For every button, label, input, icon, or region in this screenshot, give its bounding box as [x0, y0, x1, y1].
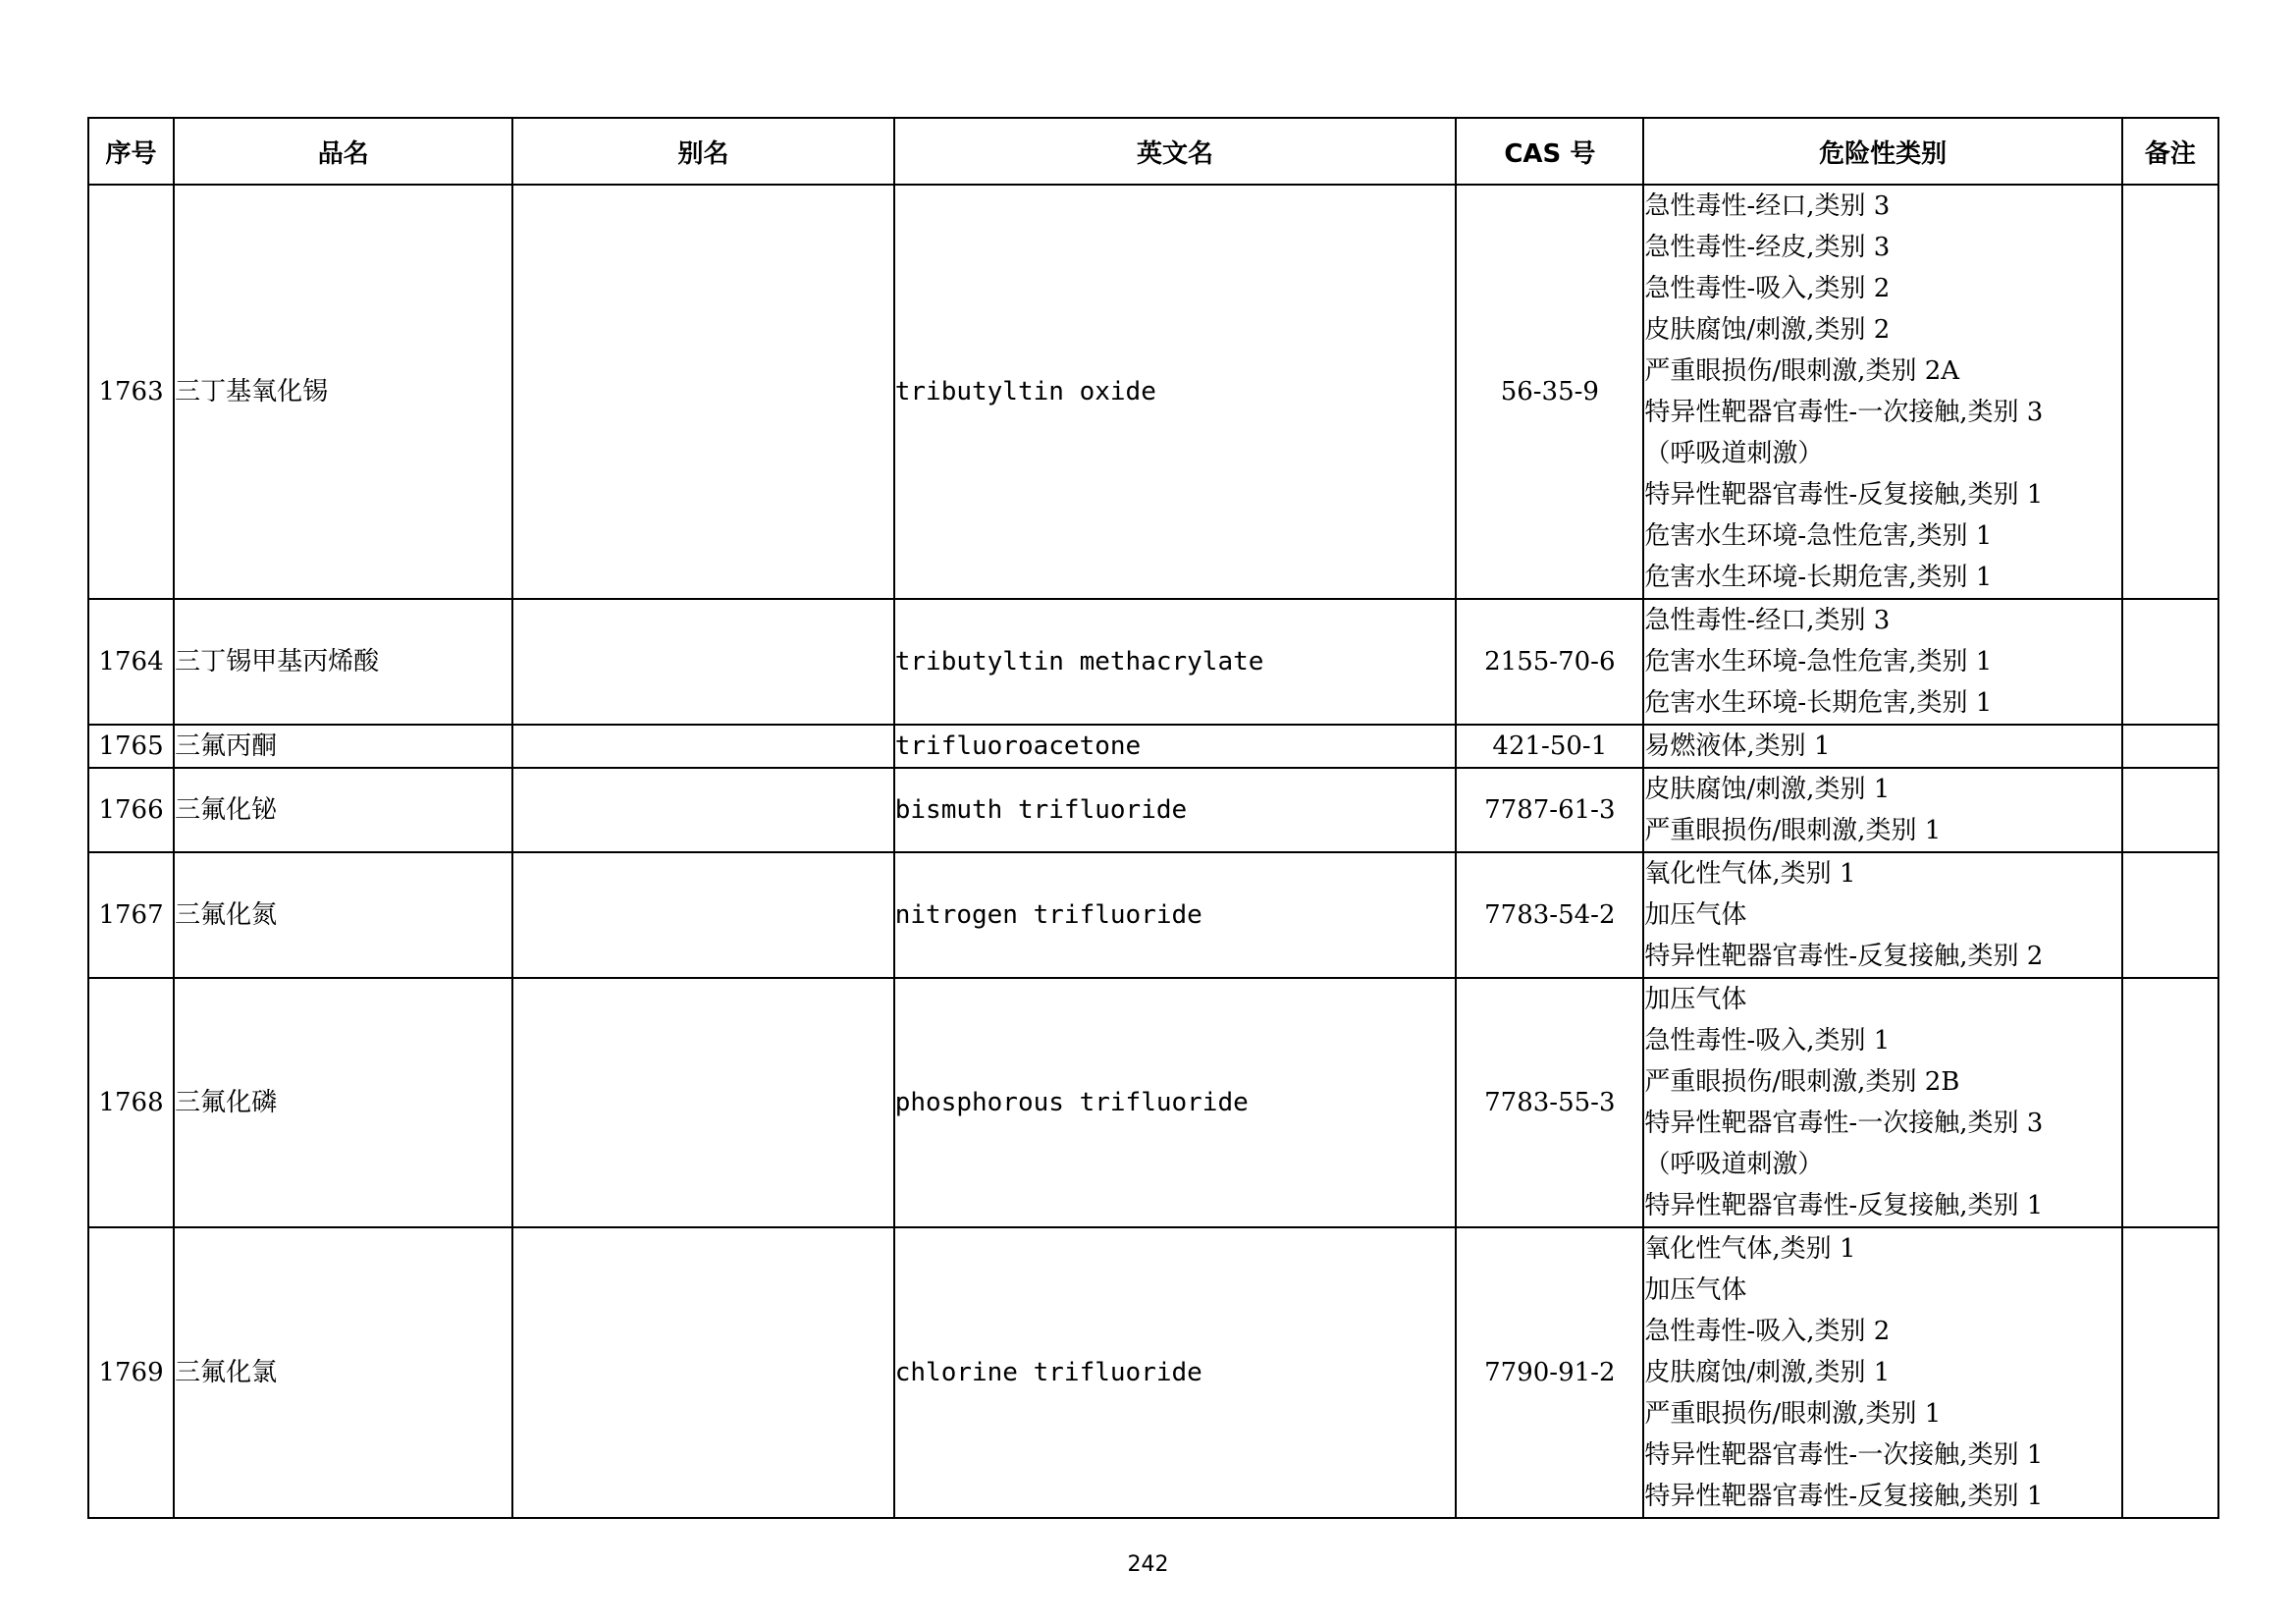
- hazard-line: 特异性靶器官毒性-一次接触,类别 3: [1644, 398, 2044, 427]
- product-name-cell: 三氟化铋: [174, 768, 512, 852]
- hazard-line: 特异性靶器官毒性-一次接触,类别 3: [1644, 1109, 2044, 1138]
- serial-no-cell: 1763: [88, 185, 174, 599]
- alias-cell: [512, 852, 893, 978]
- serial-no-cell: 1766: [88, 768, 174, 852]
- hazard-line: 氧化性气体,类别 1: [1644, 1234, 1856, 1264]
- english-name-cell: tributyltin methacrylate: [894, 599, 1457, 725]
- table-row: [88, 185, 2218, 599]
- hazard-category-cell: [1643, 599, 2121, 725]
- product-name-cell: 三丁锡甲基丙烯酸: [174, 599, 512, 725]
- english-name-cell: chlorine trifluoride: [894, 1227, 1457, 1518]
- hazard-line: 皮肤腐蚀/刺激,类别 1: [1644, 775, 1891, 804]
- hazard-category-cell: [1643, 768, 2121, 852]
- hazard-line: 氧化性气体,类别 1: [1644, 859, 1856, 889]
- header-product-name: 品名: [174, 118, 512, 185]
- remark-cell: [2122, 599, 2218, 725]
- hazard-line: 严重眼损伤/眼刺激,类别 1: [1644, 816, 1942, 845]
- alias-cell: [512, 978, 893, 1227]
- hazard-line: 特异性靶器官毒性-反复接触,类别 1: [1644, 1191, 2044, 1220]
- hazard-line: 严重眼损伤/眼刺激,类别 2A: [1644, 356, 1960, 386]
- hazard-line: 加压气体: [1644, 985, 1747, 1014]
- hazard-line: 加压气体: [1644, 900, 1747, 930]
- serial-no-cell: 1764: [88, 599, 174, 725]
- table-row: [88, 768, 2218, 852]
- hazard-line: 特异性靶器官毒性-一次接触,类别 1: [1644, 1440, 2044, 1470]
- header-hazard-category: 危险性类别: [1643, 118, 2121, 185]
- serial-no-cell: 1765: [88, 725, 174, 768]
- header-cas-number: CAS 号: [1456, 118, 1643, 185]
- hazard-line: 急性毒性-经皮,类别 3: [1644, 233, 1891, 262]
- hazard-line: 急性毒性-吸入,类别 2: [1644, 1317, 1891, 1346]
- english-name-cell: nitrogen trifluoride: [894, 852, 1457, 978]
- remark-cell: [2122, 725, 2218, 768]
- hazard-line: 易燃液体,类别 1: [1644, 731, 1831, 761]
- hazard-category-cell: [1643, 1227, 2121, 1518]
- hazard-line: 急性毒性-吸入,类别 2: [1644, 274, 1891, 303]
- english-name-cell: trifluoroacetone: [894, 725, 1457, 768]
- english-name-cell: bismuth trifluoride: [894, 768, 1457, 852]
- remark-cell: [2122, 768, 2218, 852]
- cas-number-cell: 56-35-9: [1456, 185, 1643, 599]
- header-alias: 别名: [512, 118, 893, 185]
- alias-cell: [512, 185, 893, 599]
- hazard-category-cell: [1643, 978, 2121, 1227]
- hazard-line: 特异性靶器官毒性-反复接触,类别 2: [1644, 942, 2044, 971]
- hazardous-chemicals-table: [87, 117, 2219, 1519]
- product-name-cell: 三氟化磷: [174, 978, 512, 1227]
- hazard-line: 皮肤腐蚀/刺激,类别 1: [1644, 1358, 1891, 1387]
- hazard-line: 危害水生环境-急性危害,类别 1: [1644, 521, 1993, 551]
- cas-number-cell: 421-50-1: [1456, 725, 1643, 768]
- table-row: [88, 599, 2218, 725]
- cas-number-cell: 7783-55-3: [1456, 978, 1643, 1227]
- english-name-cell: phosphorous trifluoride: [894, 978, 1457, 1227]
- remark-cell: [2122, 978, 2218, 1227]
- header-serial-no: 序号: [88, 118, 174, 185]
- hazard-line: 严重眼损伤/眼刺激,类别 1: [1644, 1399, 1942, 1429]
- hazard-line: 危害水生环境-急性危害,类别 1: [1644, 647, 1993, 677]
- hazard-category-cell: [1643, 852, 2121, 978]
- cas-number-cell: 7790-91-2: [1456, 1227, 1643, 1518]
- table-header-row: [88, 118, 2218, 185]
- remark-cell: [2122, 185, 2218, 599]
- table-row: [88, 978, 2218, 1227]
- alias-cell: [512, 725, 893, 768]
- product-name-cell: 三氟化氮: [174, 852, 512, 978]
- table-row: [88, 1227, 2218, 1518]
- hazard-category-cell: [1643, 725, 2121, 768]
- hazard-line: 急性毒性-吸入,类别 1: [1644, 1026, 1891, 1056]
- cas-number-cell: 7783-54-2: [1456, 852, 1643, 978]
- hazard-line: 急性毒性-经口,类别 3: [1644, 191, 1891, 221]
- product-name-cell: 三氟丙酮: [174, 725, 512, 768]
- header-english-name: 英文名: [894, 118, 1457, 185]
- hazard-category-cell: [1643, 185, 2121, 599]
- product-name-cell: 三氟化氯: [174, 1227, 512, 1518]
- english-name-cell: tributyltin oxide: [894, 185, 1457, 599]
- hazard-line: 特异性靶器官毒性-反复接触,类别 1: [1644, 1482, 2044, 1511]
- serial-no-cell: 1769: [88, 1227, 174, 1518]
- product-name-cell: 三丁基氧化锡: [174, 185, 512, 599]
- hazard-line: 皮肤腐蚀/刺激,类别 2: [1644, 315, 1891, 345]
- serial-no-cell: 1768: [88, 978, 174, 1227]
- page-number: 242: [1127, 1552, 1169, 1577]
- hazard-line: 危害水生环境-长期危害,类别 1: [1644, 563, 1993, 592]
- hazard-line: 危害水生环境-长期危害,类别 1: [1644, 688, 1993, 718]
- hazard-line: 急性毒性-经口,类别 3: [1644, 606, 1891, 635]
- alias-cell: [512, 768, 893, 852]
- cas-number-cell: 7787-61-3: [1456, 768, 1643, 852]
- alias-cell: [512, 1227, 893, 1518]
- remark-cell: [2122, 1227, 2218, 1518]
- serial-no-cell: 1767: [88, 852, 174, 978]
- hazard-line: 加压气体: [1644, 1275, 1747, 1305]
- hazard-line: （呼吸道刺激）: [1644, 439, 1824, 468]
- cas-number-cell: 2155-70-6: [1456, 599, 1643, 725]
- alias-cell: [512, 599, 893, 725]
- header-remark: 备注: [2122, 118, 2218, 185]
- table-row: [88, 725, 2218, 768]
- hazard-line: 严重眼损伤/眼刺激,类别 2B: [1644, 1067, 1960, 1097]
- table-row: [88, 852, 2218, 978]
- hazard-line: （呼吸道刺激）: [1644, 1150, 1824, 1179]
- hazard-line: 特异性靶器官毒性-反复接触,类别 1: [1644, 480, 2044, 510]
- remark-cell: [2122, 852, 2218, 978]
- table-body: [88, 185, 2218, 1518]
